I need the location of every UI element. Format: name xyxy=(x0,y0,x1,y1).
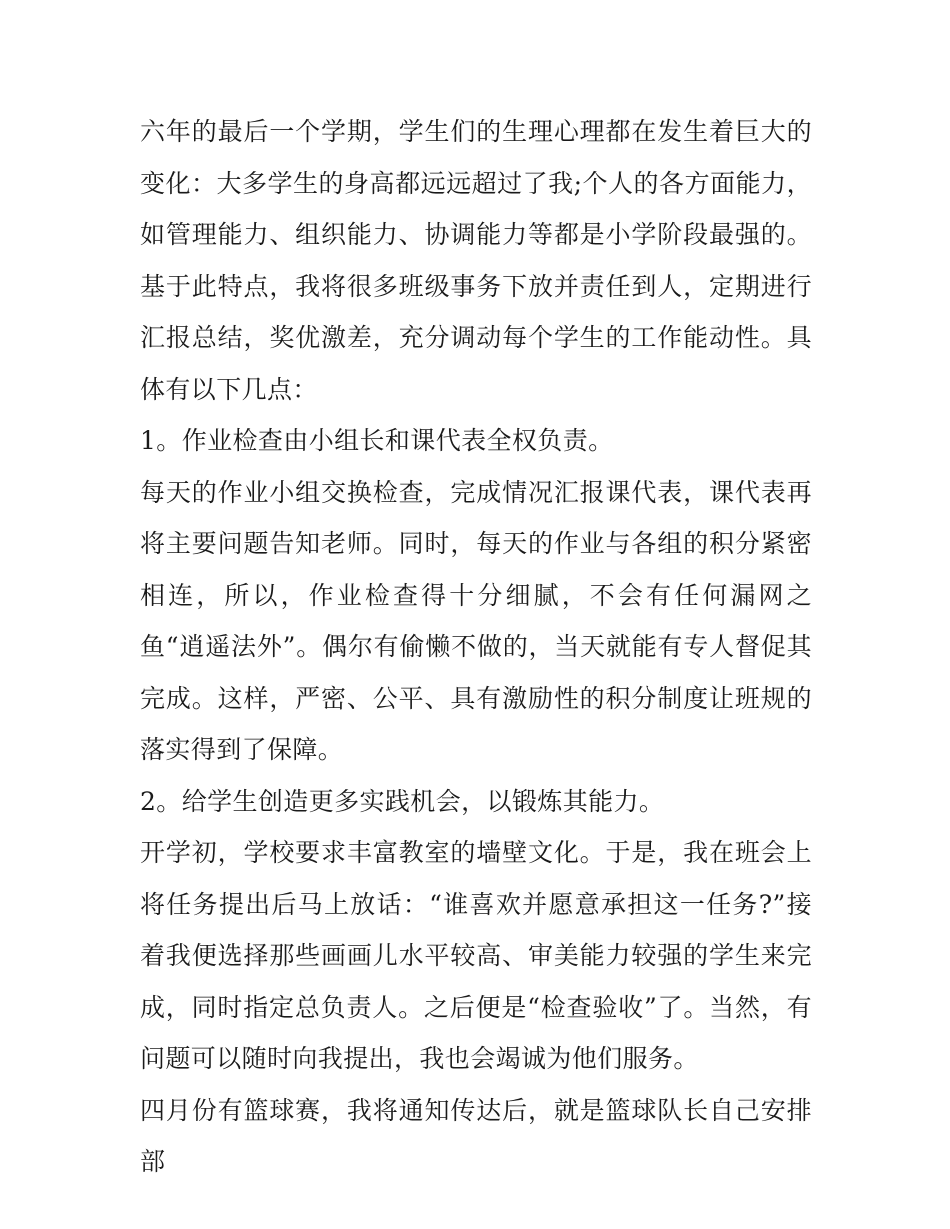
paragraph-intro: 六年的最后一个学期，学生们的生理心理都在发生着巨大的变化：大多学生的身高都远远超过了我;个人的各方面能力，如管理能力、组织能力、协调能力等都是小学阶段最强的。基于此特点，我将很多班级事务下放并责任到人，定期进行汇报总结，奖优激差，充分调动每个学生的工作能动性。具体有以下几点： xyxy=(140,117,812,404)
heading-point-2: 2。给学生创造更多实践机会，以锻炼其能力。 xyxy=(140,786,665,816)
document-body xyxy=(140,106,812,1188)
heading-point-1: 1。作业检查由小组长和课代表全权负责。 xyxy=(140,426,614,455)
paragraph-homework-check: 每天的作业小组交换检查，完成情况汇报课代表，课代表再将主要问题告知老师。同时，每天的作业与各组的积分紧密相连，所以，作业检查得十分细腻，不会有任何漏网之鱼“逍遥法外”。偶尔有偷懒不做的，当天就能有专人督促其完成。这样，严密、公平、具有激励性的积分制度让班规的落实得到了保障。 xyxy=(140,477,812,764)
paragraph-basketball: 四月份有篮球赛，我将通知传达后，就是篮球队长自己安排部 xyxy=(140,1095,812,1176)
paragraph-wall-culture: 开学初，学校要求丰富教室的墙壁文化。于是，我在班会上将任务提出后马上放话：“谁喜欢并愿意承担这一任务?”接着我便选择那些画画儿水平较高、审美能力较强的学生来完成，同时指定总负责人。之后便是“检查验收”了。当然，有问题可以随时向我提出，我也会竭诚为他们服务。 xyxy=(140,838,812,1073)
